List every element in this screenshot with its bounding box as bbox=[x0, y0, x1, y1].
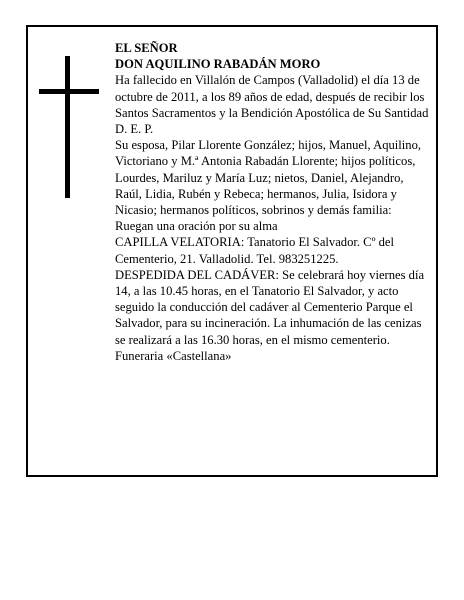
obituary-notice bbox=[26, 25, 438, 477]
notice-title-line-1: EL SEÑOR bbox=[115, 41, 178, 55]
family-list: Su esposa, Pilar Llorente González; hijos, Manuel, Aquilino, Victoriano y M.ª Antonia Rabadán Llorente; hijos políticos, Lourdes, Mariluz y María Luz; nietos, Daniel, Alejandro, Raúl, Lidia, Rubén y Rebeca; hermanos, Julia, Isidora y Nicasio; hermanos políticos, sobrinos y demás familia: bbox=[115, 138, 422, 218]
cross-horizontal-bar bbox=[39, 89, 99, 94]
wake-chapel-info: CAPILLA VELATORIA: Tanatorio El Salvador. Cº del Cementerio, 21. Valladolid. Tel. 983251225. bbox=[115, 235, 395, 266]
deceased-name: DON AQUILINO RABADÁN MORO bbox=[115, 57, 321, 72]
funeral-home: Funeraria «Castellana» bbox=[115, 348, 232, 363]
cross-vertical-bar bbox=[65, 56, 70, 198]
prayer-request: Ruegan una oración por su alma bbox=[115, 219, 278, 234]
cross-icon bbox=[39, 56, 99, 198]
funeral-farewell-info: DESPEDIDA DEL CADÁVER: Se celebrará hoy viernes día 14, a las 10.45 horas, en el Tanatorio El Salvador, y acto seguido la conducción del cadáver al Cementerio Parque el Salvador, para su incineración. La inhumación de las cenizas se realizará a las 16.30 horas, en el mismo cementerio. bbox=[115, 267, 425, 347]
rip-line: D. E. P. bbox=[115, 122, 154, 137]
notice-body bbox=[115, 40, 433, 364]
death-announcement: Ha fallecido en Villalón de Campos (Valladolid) el día 13 de octubre de 2011, a los 89 años de edad, después de recibir los Santos Sacramentos y la Bendición Apostólica de Su Santidad bbox=[115, 73, 429, 120]
